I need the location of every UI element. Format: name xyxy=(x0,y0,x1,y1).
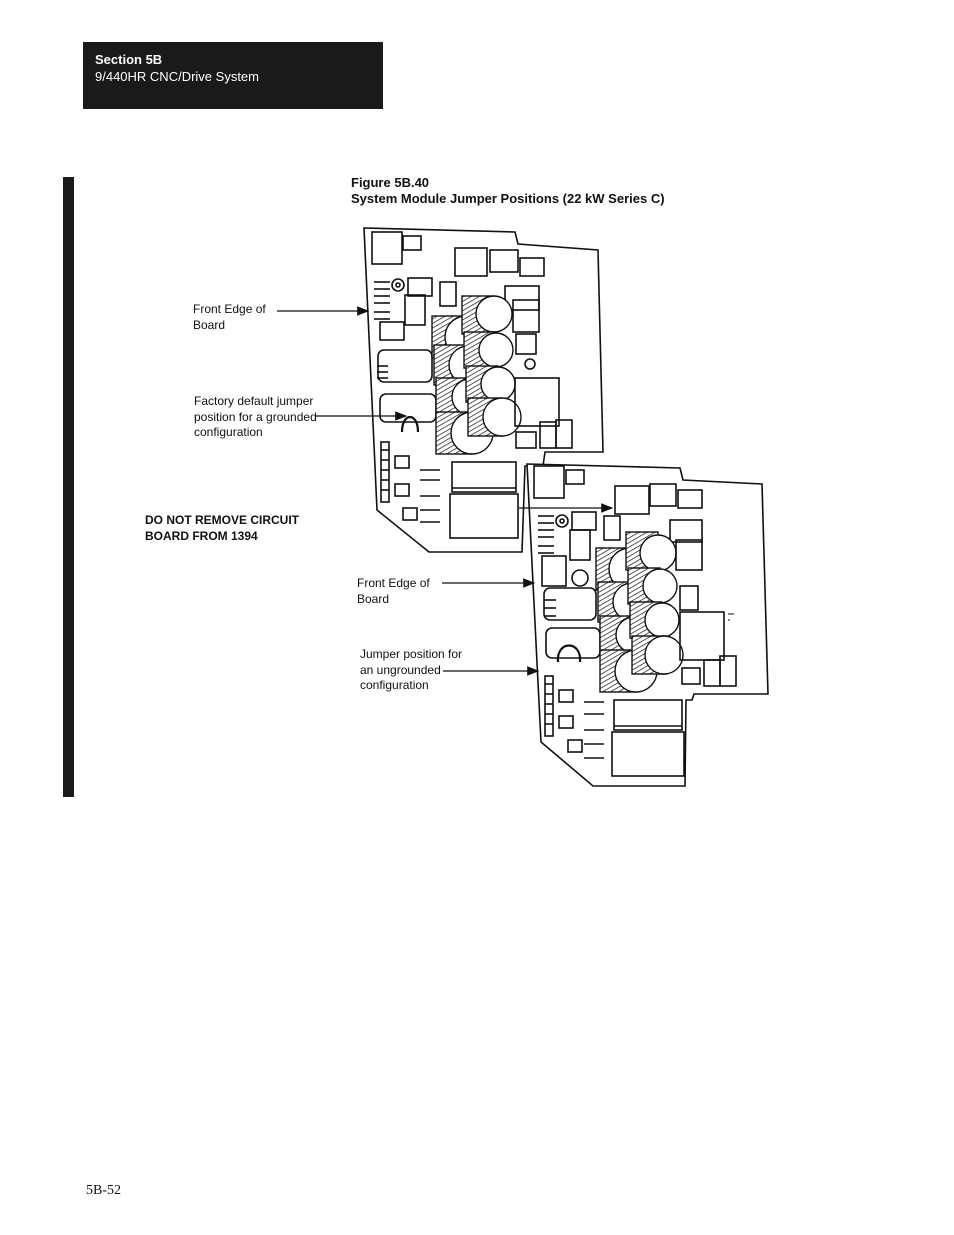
callout-line: configuration xyxy=(360,678,429,692)
section-title: Section 5B xyxy=(95,52,163,67)
callout-line: Front Edge of xyxy=(193,302,266,316)
warning-line: DO NOT REMOVE CIRCUIT xyxy=(145,513,300,527)
callout-line: Front Edge of xyxy=(357,576,430,590)
callout-line: position for a grounded xyxy=(194,409,317,424)
callout-line: configuration xyxy=(194,425,263,439)
callout-line: Board xyxy=(193,317,226,332)
page-number: 5B-52 xyxy=(86,1183,121,1198)
callout-line: Factory default jumper xyxy=(194,394,314,408)
section-subtitle: 9/440HR CNC/Drive System xyxy=(95,69,259,84)
callout-line: Board xyxy=(357,591,390,606)
figure-title: System Module Jumper Positions (22 kW Series C) xyxy=(351,191,665,206)
figure-number: Figure 5B.40 xyxy=(351,175,430,190)
circuit-board-ungrounded xyxy=(527,464,768,786)
callout-line: Jumper position for xyxy=(360,647,463,661)
callout-line: an ungrounded xyxy=(360,662,441,677)
warning-line: BOARD FROM 1394 xyxy=(145,528,258,543)
